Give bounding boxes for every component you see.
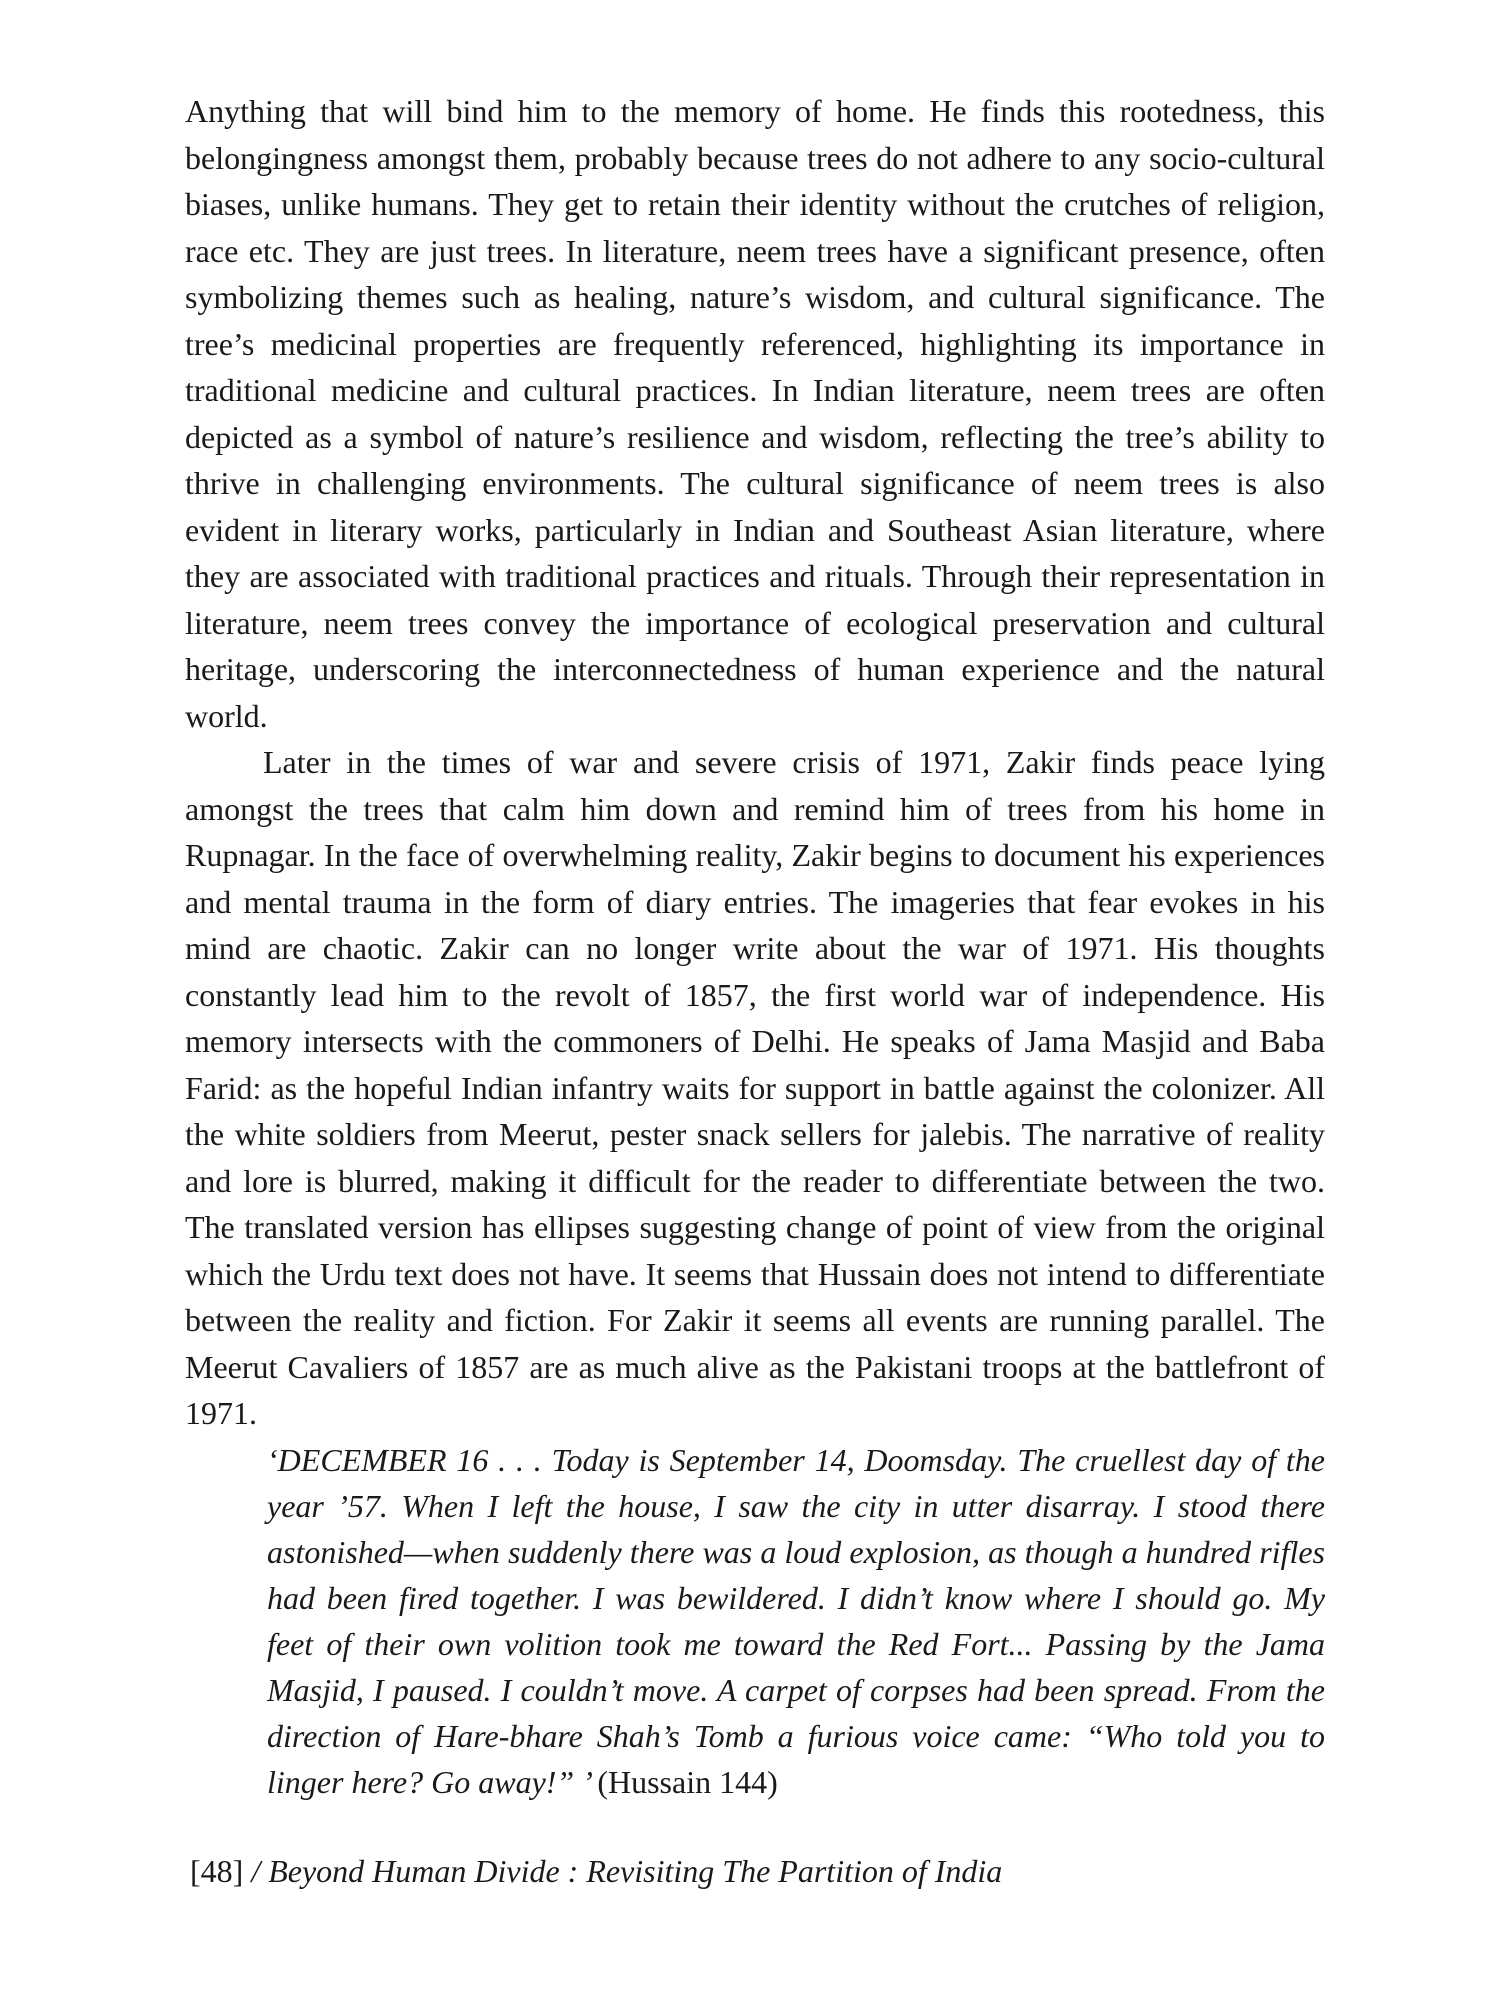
paragraph-neem-trees: Anything that will bind him to the memory of home. He finds this rootedness, this belongingness amongst them, probably because trees do not adhere to any socio-cultural biases, unlike humans. They get to retain their identity without the crutches of religion, race etc. They are just trees. In literature, neem trees have a significant presence, often symbolizing themes such as healing, nature’s wisdom, and cultural significance. The tree’s medicinal properties are frequently referenced, highlighting its importance in traditional medicine and cultural practices. In Indian literature, neem trees are often depicted as a symbol of nature’s resilience and wisdom, reflecting the tree’s ability to thrive in challenging environments. The cultural significance of neem trees is also evident in literary works, particularly in Indian and Southeast Asian literature, where they are associated with traditional practices and rituals. Through their representation in literature, neem trees convey the importance of ecological preservation and cultural heritage, underscoring the interconnectedness of human experience and the natural world. <box>185 93 1325 734</box>
page-footer <box>190 1848 1002 1894</box>
page-body <box>185 88 1325 1805</box>
block-quote <box>267 1437 1325 1805</box>
footer-separator: / <box>251 1853 261 1889</box>
quote-text: ‘DECEMBER 16 . . . Today is September 14, Doomsday. The cruellest day of the year ’57. When I left the house, I saw the city in utter disarray. I stood there astonished—when suddenly there was a loud explosion, as though a hundred rifles had been fired together. I was bewildered. I didn’t know where I should go. My feet of their own volition took me toward the Red Fort... Passing by the Jama Masjid, I paused. I couldn’t move. A carpet of corpses had been spread. From the direction of Hare-bhare Shah’s Tomb a furious voice came: “Who told you to linger here? Go away!” ’ <box>267 1441 1325 1800</box>
quote-citation: (Hussain 144) <box>597 1763 778 1800</box>
book-title: Beyond Human Divide : Revisiting The Partition of India <box>268 1853 1003 1889</box>
page-number: [48] <box>190 1853 244 1889</box>
paragraph-zakir-1971: Later in the times of war and severe crisis of 1971, Zakir finds peace lying amongst the trees that calm him down and remind him of trees from his home in Rupnagar. In the face of overwhelming reality, Zakir begins to document his experiences and mental trauma in the form of diary entries. The imageries that fear evokes in his mind are chaotic. Zakir can no longer write about the war of 1971. His thoughts constantly lead him to the revolt of 1857, the first world war of independence. His memory intersects with the commoners of Delhi. He speaks of Jama Masjid and Baba Farid: as the hopeful Indian infantry waits for support in battle against the colonizer. All the white soldiers from Meerut, pester snack sellers for jalebis. The narrative of reality and lore is blurred, making it difficult for the reader to differentiate between the two. The translated version has ellipses suggesting change of point of view from the original which the Urdu text does not have. It seems that Hussain does not intend to differentiate between the reality and fiction. For Zakir it seems all events are running parallel. The Meerut Cavaliers of 1857 are as much alive as the Pakistani troops at the battlefront of 1971. <box>185 744 1325 1431</box>
